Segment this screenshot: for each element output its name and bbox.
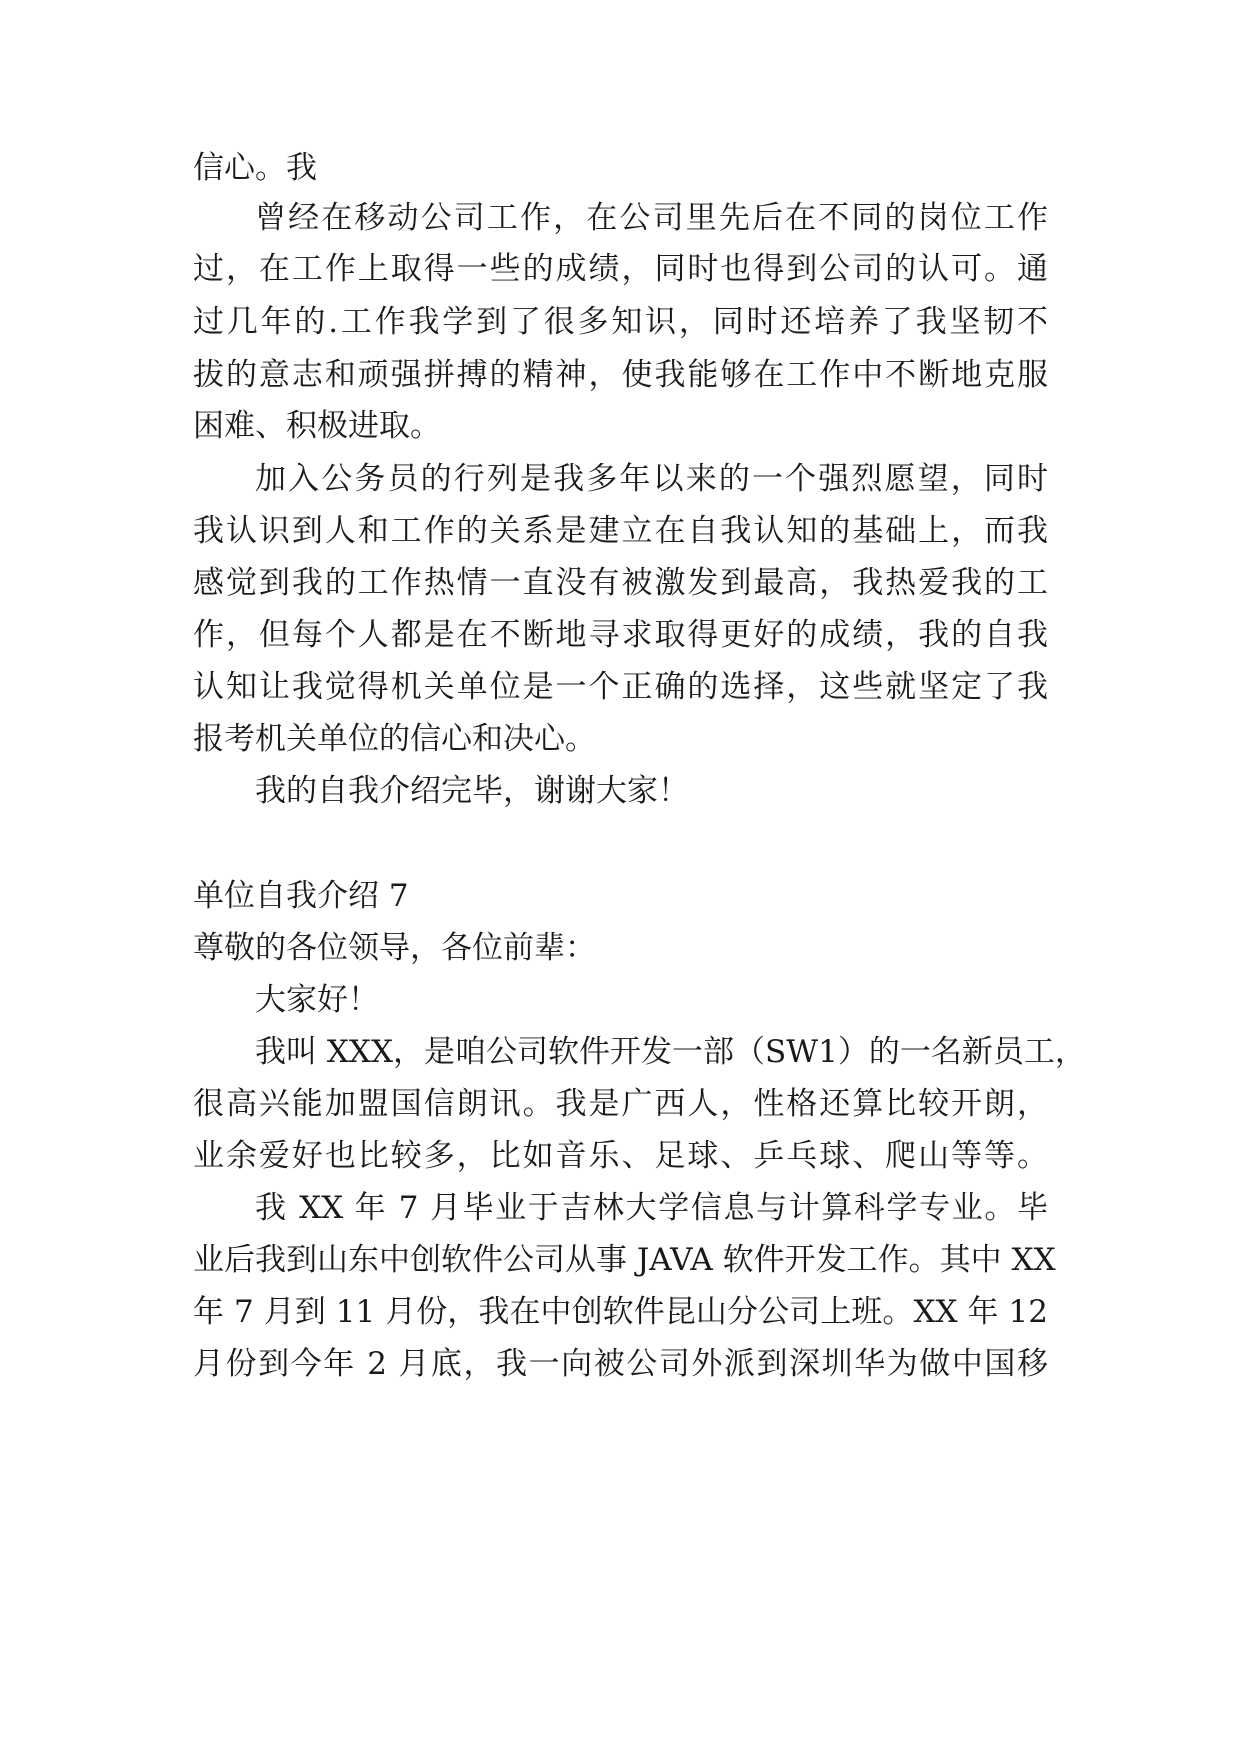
text-line: 业余爱好也比较多，比如音乐、足球、乒乓球、爬山等等。	[193, 1138, 1048, 1174]
text-line: 业后我到山东中创软件公司从事 JAVA 软件开发工作。其中 XX	[193, 1242, 1056, 1278]
paragraph-start-line: 我 XX 年 7 月毕业于吉林大学信息与计算科学专业。毕	[255, 1190, 1048, 1226]
paragraph-start-line: 我叫 XXX，是咱公司软件开发一部（SW1）的一名新员工，	[255, 1034, 1086, 1070]
text-line: 月份到今年 2 月底，我一向被公司外派到深圳华为做中国移	[193, 1346, 1048, 1382]
text-line: 拔的意志和顽强拼搏的精神，使我能够在工作中不断地克服	[193, 357, 1048, 393]
closing-line: 我的自我介绍完毕，谢谢大家！	[255, 773, 689, 809]
text-line: 我认识到人和工作的关系是建立在自我认知的基础上，而我	[193, 513, 1048, 549]
text-line: 过，在工作上取得一些的成绩，同时也得到公司的认可。通	[193, 251, 1048, 287]
section-heading: 单位自我介绍 7	[193, 878, 409, 914]
text-line: 报考机关单位的信心和决心。	[193, 721, 596, 757]
text-line: 认知让我觉得机关单位是一个正确的选择，这些就坚定了我	[193, 669, 1048, 705]
paragraph-start-line: 曾经在移动公司工作，在公司里先后在不同的岗位工作	[255, 200, 1048, 236]
text-line: 困难、积极进取。	[193, 408, 441, 444]
text-line: 年 7 月到 11 月份，我在中创软件昆山分公司上班。XX 年 12	[193, 1294, 1048, 1330]
text-line: 信心。我	[193, 150, 317, 186]
text-line: 很高兴能加盟国信朗讯。我是广西人，性格还算比较开朗，	[193, 1086, 1048, 1122]
text-line: 作，但每个人都是在不断地寻求取得更好的成绩，我的自我	[193, 617, 1048, 653]
salutation: 尊敬的各位领导，各位前辈：	[193, 930, 596, 966]
text-line: 过几年的.工作我学到了很多知识，同时还培养了我坚韧不	[193, 304, 1048, 340]
paragraph-start-line: 加入公务员的行列是我多年以来的一个强烈愿望，同时	[255, 461, 1048, 497]
text-line: 感觉到我的工作热情一直没有被激发到最高，我热爱我的工	[193, 565, 1048, 601]
greeting: 大家好！	[255, 982, 379, 1018]
